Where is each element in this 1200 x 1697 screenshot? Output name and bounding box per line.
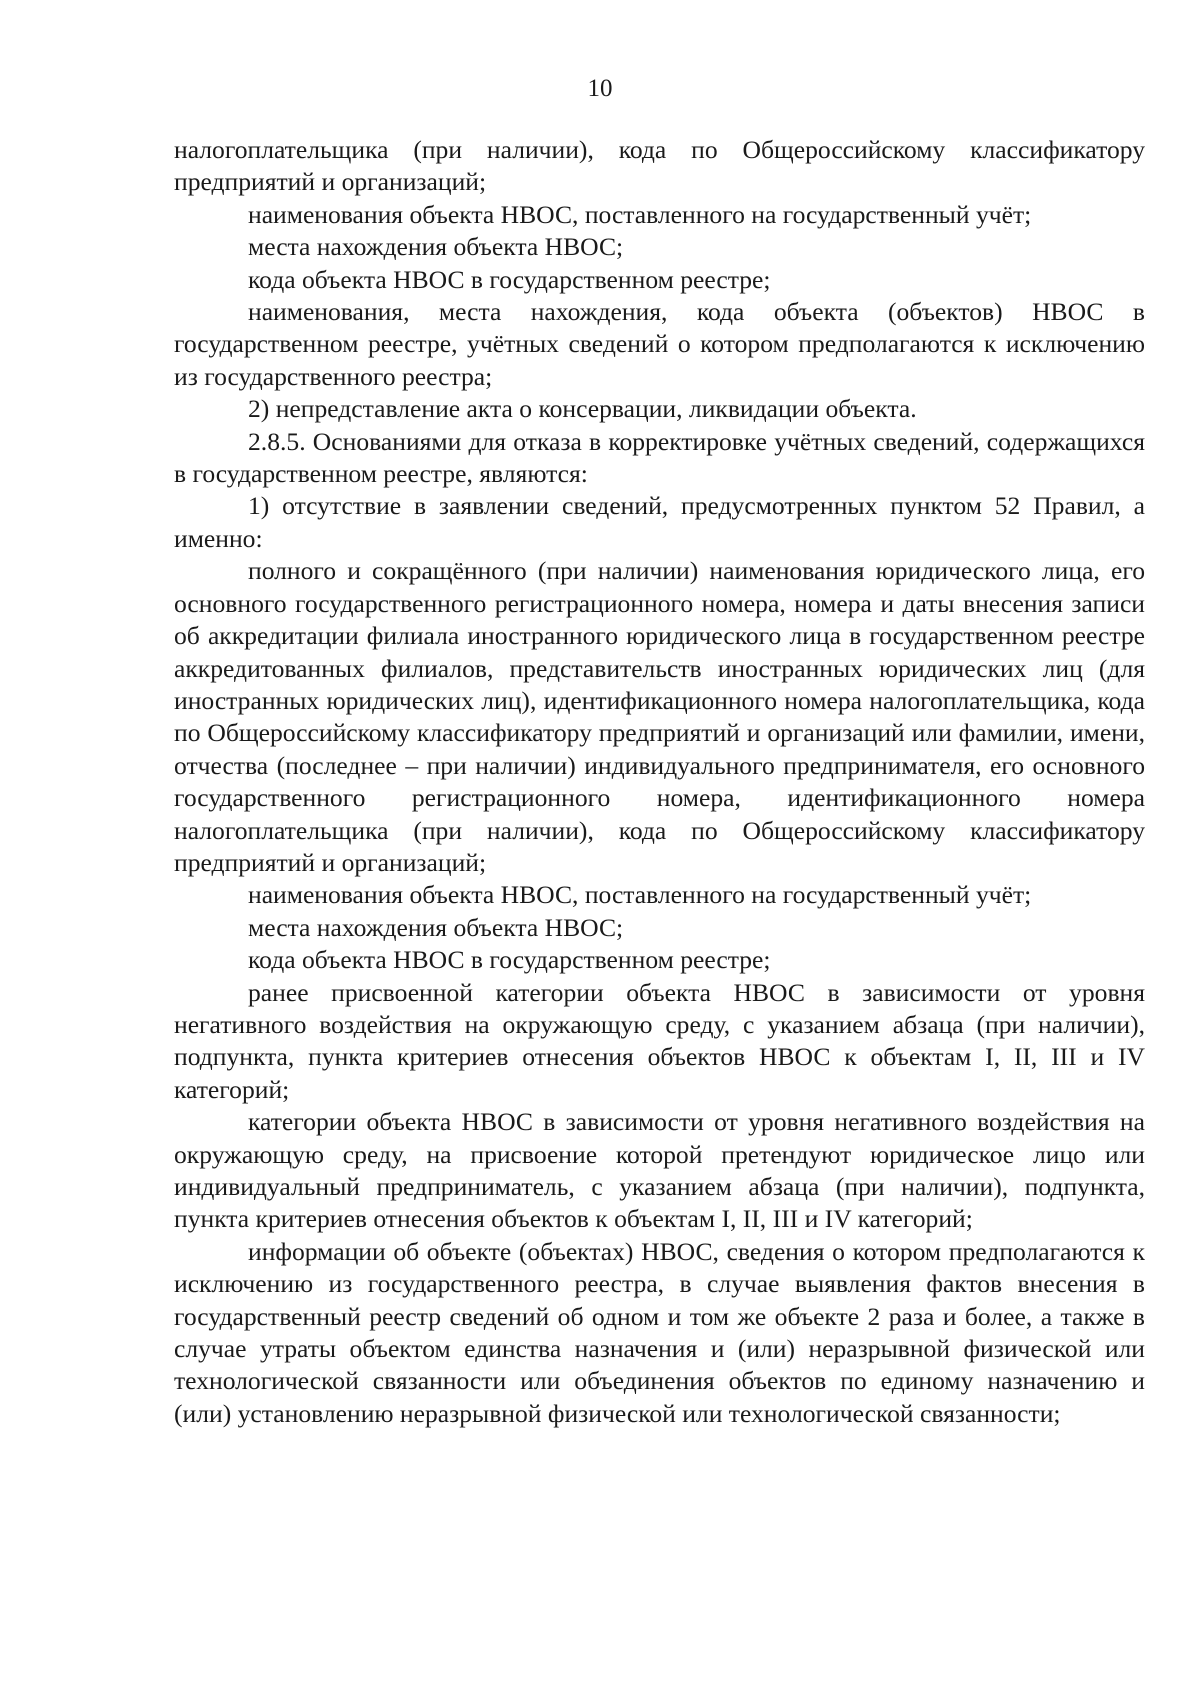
paragraph: кода объекта НВОС в государственном реестре; [248,945,771,975]
paragraph: 1) отсутствие в заявлении сведений, предусмотренных пунктом 52 Правил, а именно: [174,491,1145,553]
paragraph: 2) непредставление акта о консервации, ликвидации объекта. [248,394,917,424]
paragraph: места нахождения объекта НВОС; [248,232,624,262]
paragraph-continuation: налогоплательщика (при наличии), кода по Общероссийскому классификатору предприятий и организаций; [174,135,1145,197]
paragraph: 2.8.5. Основаниями для отказа в корректировке учётных сведений, содержащихся в государственном реестре, являются: [174,426,1145,489]
paragraph: ранее присвоенной категории объекта НВОС в зависимости от уровня негативного воздействия на окружающую среду, с указанием абзаца (при наличии), подпункта, пункта критериев отнесения объектов НВОС к объектам I, II, III и IV категорий; [174,977,1145,1104]
paragraph: кода объекта НВОС в государственном реестре; [248,264,771,294]
paragraph: наименования, места нахождения, кода объекта (объектов) НВОС в государственном реестре, учётных сведений о котором предполагаются к исключению из государственного реестра; [174,297,1145,391]
paragraph: наименования объекта НВОС, поставленного на государственный учёт; [248,199,1032,229]
page-number: 10 [587,75,613,102]
paragraph: категории объекта НВОС в зависимости от уровня негативного воздействия на окружающую среду, на присвоение которой претендуют юридическое лицо или индивидуальный предприниматель, с указанием абзаца (при наличии), подпункта, пункта критериев отнесения объектов к объектам I, II, III и IV категорий; [174,1107,1145,1234]
paragraph: наименования объекта НВОС, поставленного на государственный учёт; [248,880,1032,910]
paragraph: информации об объекте (объектах) НВОС, сведения о котором предполагаются к исключению из государственного реестра, в случае выявления фактов внесения в государственный реестр сведений об одном и том же объекте 2 раза и более, а также в случае утраты объектом единства назначения и (или) неразрывной физической или технологической связанности или объединения объектов по единому назначению и (или) установлению неразрывной физической или технологической связанности; [174,1236,1145,1428]
paragraph: полного и сокращённого (при наличии) наименования юридического лица, его основного государственного регистрационного номера, номера и даты внесения записи об аккредитации филиала иностранного юридического лица в государственном реестре аккредитованных филиалов, представительств иностранных юридических лиц (для иностранных юридических лиц), идентификационного номера налогоплательщика, кода по Общероссийскому классификатору предприятий и организаций или фамилии, имени, отчества (последнее – при наличии) индивидуального предпринимателя, его основного государственного регистрационного номера, идентификационного номера налогоплательщика (при наличии), кода по Общероссийскому классификатору предприятий и организаций; [174,556,1145,877]
paragraph: места нахождения объекта НВОС; [248,912,624,942]
document-body [174,134,1145,1430]
